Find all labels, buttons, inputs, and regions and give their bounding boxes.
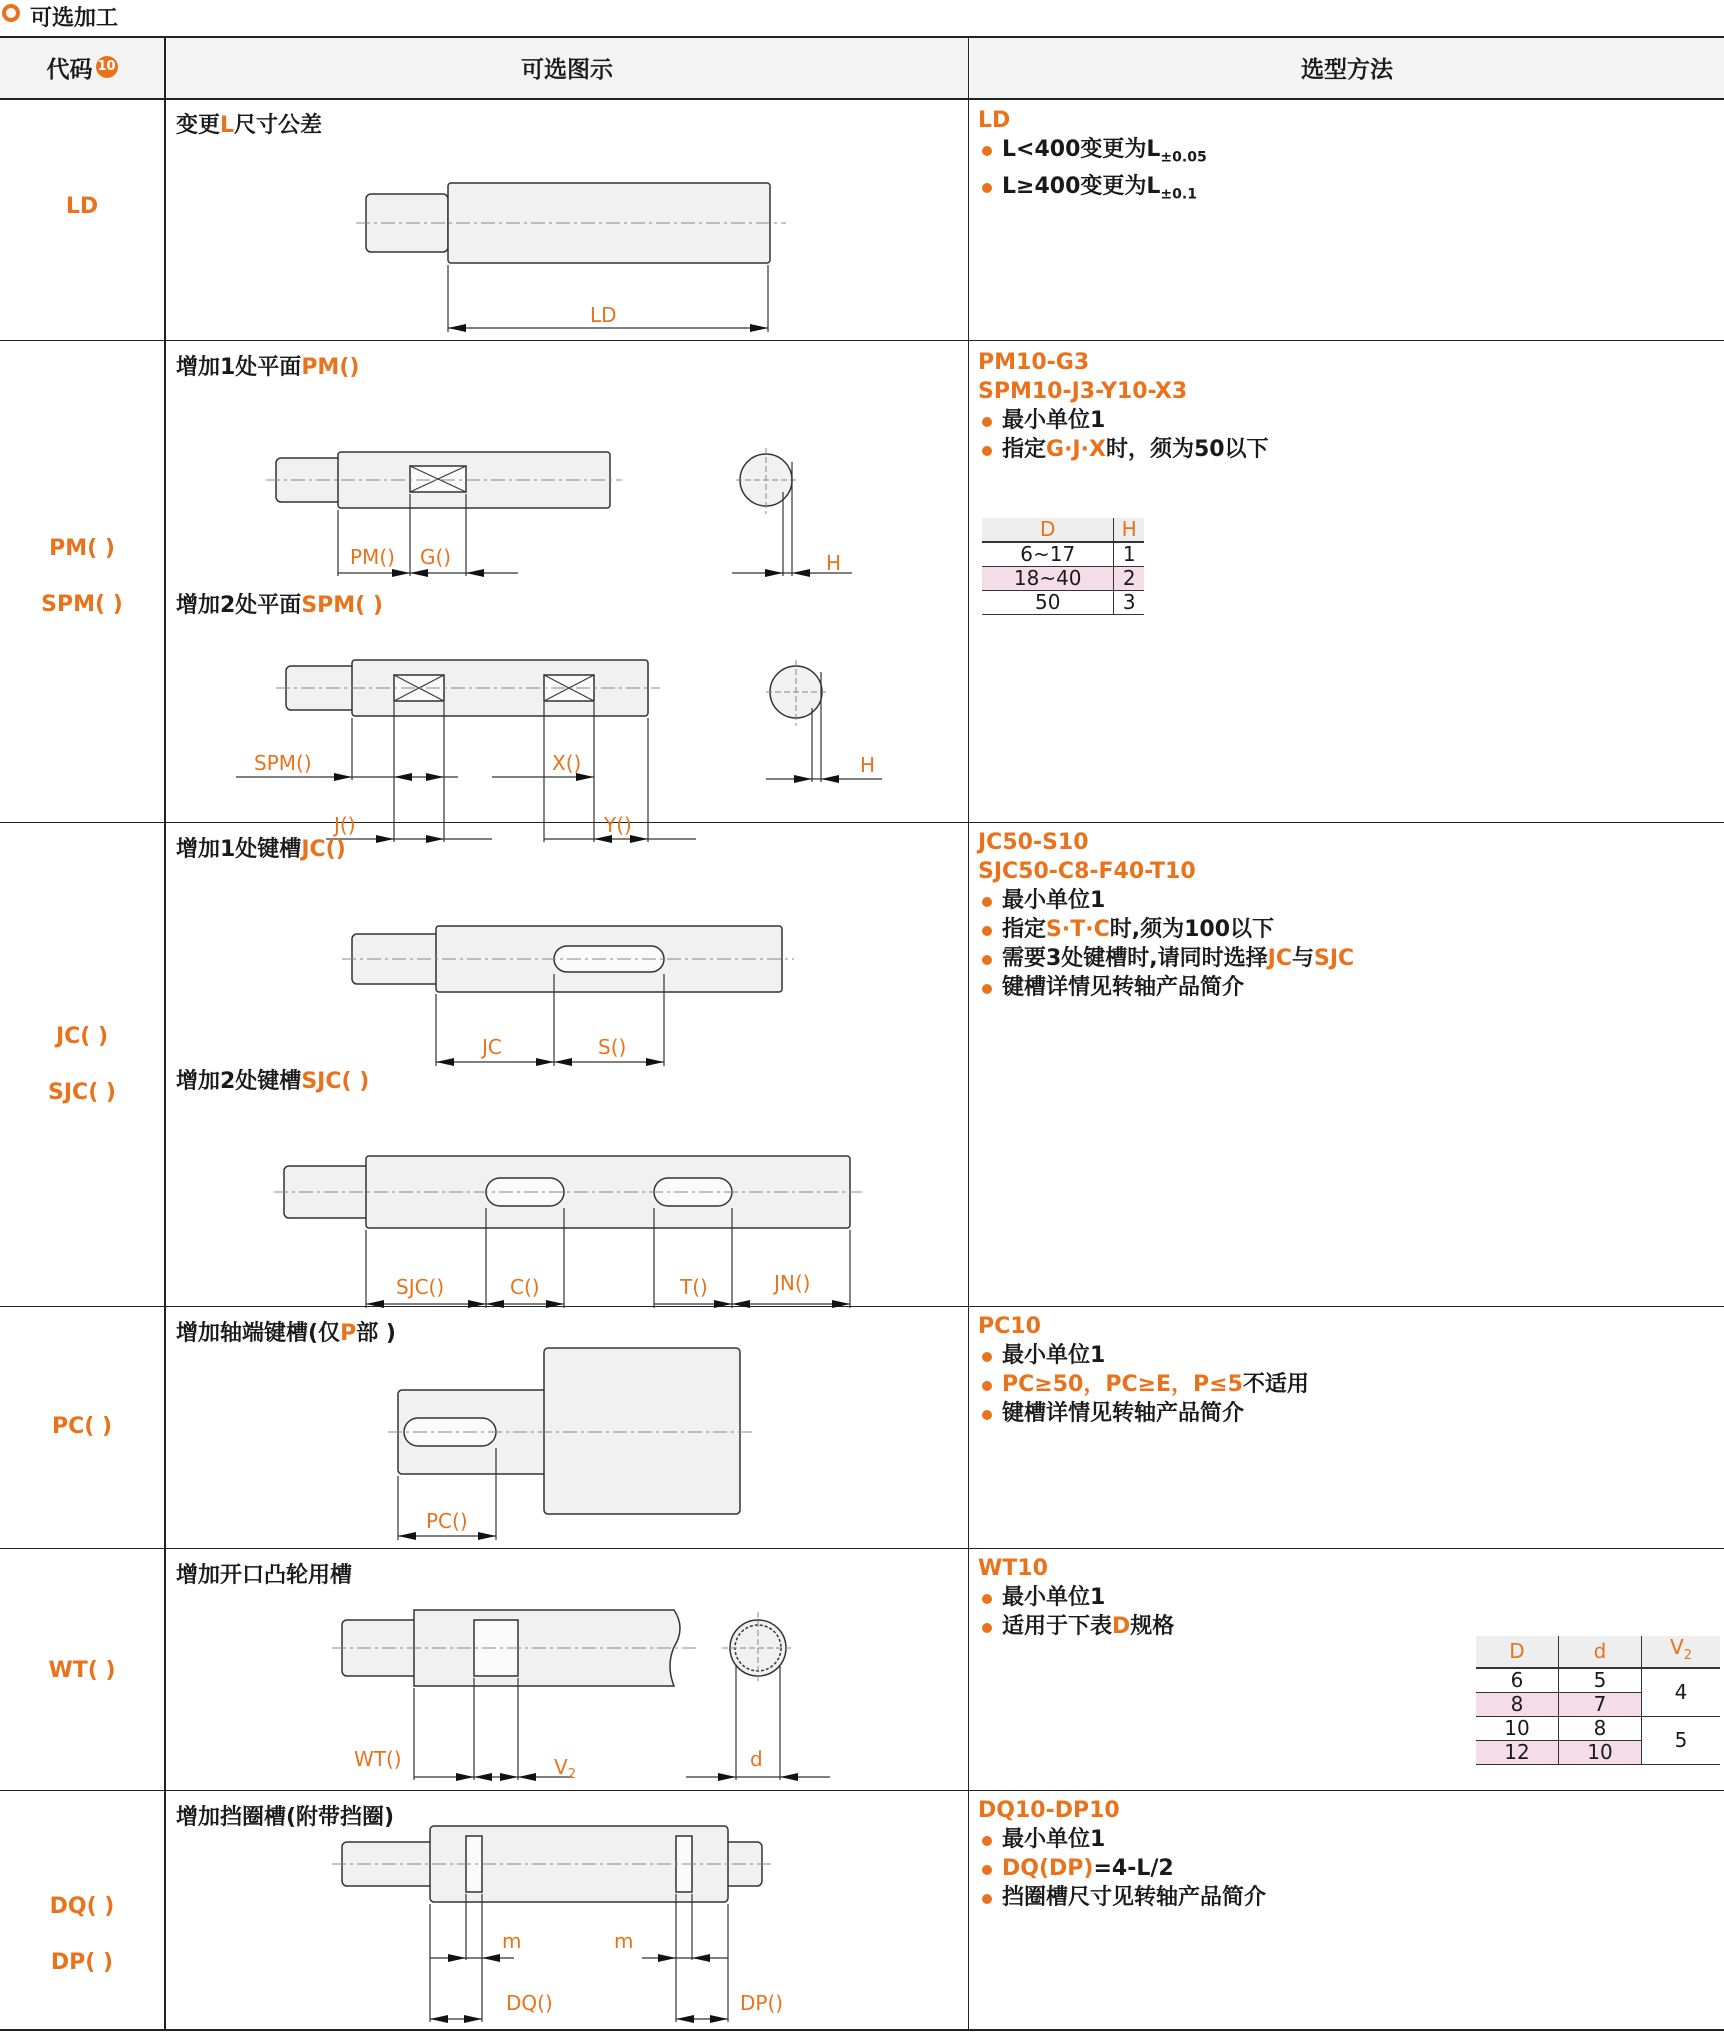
code-spm: SPM( ) bbox=[41, 592, 123, 617]
bullet-sub: ±0.1 bbox=[1160, 186, 1197, 203]
cell: 1 bbox=[1114, 542, 1144, 567]
th-d: D bbox=[982, 518, 1114, 542]
example-pm: PM10-G3 bbox=[978, 350, 1090, 375]
label-x: X() bbox=[552, 751, 582, 775]
wt-table bbox=[1476, 1636, 1720, 1765]
label-c: C() bbox=[510, 1275, 540, 1299]
example-jc: JC50-S10 bbox=[978, 830, 1089, 855]
label-v-sub: 2 bbox=[567, 1767, 576, 1782]
bullet-jc-2 bbox=[978, 915, 1354, 944]
caption-text: 增加1处平面 bbox=[176, 355, 302, 380]
bullet-pm-2 bbox=[978, 435, 1269, 464]
cell: 8 bbox=[1476, 1693, 1559, 1717]
bullet-text: 与 bbox=[1292, 946, 1315, 971]
bullet-sub: ±0.05 bbox=[1160, 149, 1207, 166]
bullet-text: 指定 bbox=[1002, 917, 1047, 942]
divider bbox=[0, 36, 1724, 38]
bullet-jc-1: 最小单位1 bbox=[978, 886, 1354, 915]
example-sjc: SJC50-C8-F40-T10 bbox=[978, 859, 1196, 884]
header-figure bbox=[166, 36, 968, 98]
bullet-highlight: JC bbox=[1267, 946, 1293, 971]
label-wt: WT() bbox=[354, 1747, 402, 1771]
bullet-text: 指定 bbox=[1002, 437, 1047, 462]
bullet-text: 需要3处键槽时,请同时选择 bbox=[1002, 946, 1268, 971]
bullet-wt-1: 最小单位1 bbox=[978, 1583, 1174, 1612]
label-s: S() bbox=[598, 1035, 627, 1059]
cell: 6~17 bbox=[982, 542, 1114, 567]
th-v-main: V bbox=[1670, 1635, 1684, 1659]
pm-h-table bbox=[982, 518, 1144, 615]
label-h: H bbox=[826, 551, 842, 575]
bullet-highlight: PC≥50，PC≥E，P≤5 bbox=[1002, 1372, 1243, 1397]
bullet-dq-2 bbox=[978, 1854, 1266, 1883]
caption-text: 尺寸公差 bbox=[234, 113, 323, 138]
bullet-wt-2 bbox=[978, 1612, 1174, 1641]
divider bbox=[968, 36, 969, 2030]
bullet-pc-1: 最小单位1 bbox=[978, 1341, 1309, 1370]
bullet-highlight: S·T·C bbox=[1046, 917, 1110, 942]
bullet-highlight: SJC bbox=[1314, 946, 1355, 971]
label-jn: JN() bbox=[774, 1271, 811, 1295]
method-pc bbox=[978, 1312, 1309, 1428]
bullet-text: L<400变更为L bbox=[1002, 137, 1161, 162]
bullet-jc-3 bbox=[978, 944, 1354, 973]
code-sjc: SJC( ) bbox=[48, 1080, 116, 1105]
code-pc: PC( ) bbox=[51, 1414, 113, 1439]
label-t: T() bbox=[680, 1275, 708, 1299]
divider bbox=[0, 340, 1724, 341]
bullet-text: =4-L/2 bbox=[1093, 1856, 1174, 1881]
label-h2: H bbox=[860, 753, 876, 777]
cell: 10 bbox=[1559, 1741, 1642, 1765]
header-code-label: 代码 bbox=[46, 56, 93, 83]
divider bbox=[0, 1306, 1724, 1307]
header-code bbox=[0, 36, 164, 98]
figure-pc bbox=[166, 1308, 966, 1548]
label-jc: JC bbox=[482, 1035, 502, 1059]
bullet-dq-3: 挡圈槽尺寸见转轴产品简介 bbox=[978, 1883, 1266, 1912]
bullet-highlight: DQ(DP) bbox=[1002, 1856, 1094, 1881]
header-figure-label: 可选图示 bbox=[521, 56, 613, 83]
label-sjc: SJC() bbox=[396, 1275, 445, 1299]
label-ld: LD bbox=[590, 303, 617, 327]
caption-text: 部 ) bbox=[356, 1321, 396, 1346]
caption-text: 增加轴端键槽(仅 bbox=[176, 1321, 341, 1346]
bullet-ld-2 bbox=[978, 172, 1207, 209]
cell: 18~40 bbox=[982, 567, 1114, 591]
th-v bbox=[1642, 1636, 1721, 1668]
bullet-highlight: G·J·X bbox=[1046, 437, 1106, 462]
label-j: J() bbox=[334, 813, 356, 837]
section-title: 可选加工 bbox=[30, 6, 119, 31]
cell: 10 bbox=[1476, 1717, 1559, 1741]
cell: 12 bbox=[1476, 1741, 1559, 1765]
divider bbox=[0, 1548, 1724, 1549]
example-dq: DQ10-DP10 bbox=[978, 1798, 1120, 1823]
caption-highlight: JC() bbox=[301, 837, 346, 862]
caption-dq: 增加挡圈槽(附带挡圈) bbox=[176, 1805, 395, 1830]
example-pc: PC10 bbox=[978, 1314, 1041, 1339]
bullet-pc-2 bbox=[978, 1370, 1309, 1399]
label-y: Y() bbox=[604, 813, 632, 837]
th-v-sub: 2 bbox=[1683, 1648, 1692, 1663]
label-m2: m bbox=[614, 1929, 634, 1953]
method-wt bbox=[978, 1554, 1174, 1641]
badge-icon: 10 bbox=[96, 56, 118, 78]
code-ld: LD bbox=[65, 194, 99, 219]
label-dq: DQ() bbox=[506, 1991, 553, 2015]
th-D: D bbox=[1476, 1636, 1559, 1668]
caption-text: 增加1处键槽 bbox=[176, 837, 302, 862]
bullet-pm-1: 最小单位1 bbox=[978, 406, 1269, 435]
bullet-text: 不适用 bbox=[1242, 1372, 1309, 1397]
th-d: d bbox=[1559, 1636, 1642, 1668]
method-jc bbox=[978, 828, 1354, 1002]
bullet-jc-4: 键槽详情见转轴产品简介 bbox=[978, 973, 1354, 1002]
cell: 6 bbox=[1476, 1668, 1559, 1693]
bullet-dq-1: 最小单位1 bbox=[978, 1825, 1266, 1854]
code-dp: DP( ) bbox=[50, 1950, 114, 1975]
label-d: d bbox=[750, 1747, 763, 1771]
options-table bbox=[0, 36, 1724, 2032]
bullet-text: 时,须为100以下 bbox=[1109, 917, 1275, 942]
code-dq: DQ( ) bbox=[49, 1894, 115, 1919]
label-v-main: V bbox=[554, 1755, 568, 1779]
cell: 5 bbox=[1642, 1717, 1721, 1765]
figure-pm bbox=[166, 342, 966, 837]
figure-dq bbox=[166, 1792, 966, 2030]
label-pm: PM() bbox=[350, 545, 395, 569]
figure-jc bbox=[166, 824, 966, 1304]
code-jc: JC( ) bbox=[55, 1024, 109, 1049]
cell: 3 bbox=[1114, 591, 1144, 615]
method-ld bbox=[978, 106, 1207, 210]
caption-highlight: SPM( ) bbox=[301, 593, 383, 618]
ring-icon bbox=[2, 4, 20, 22]
label-v bbox=[554, 1755, 576, 1782]
method-dq bbox=[978, 1796, 1266, 1912]
divider bbox=[0, 1790, 1724, 1791]
th-h: H bbox=[1114, 518, 1144, 542]
caption-text: 增加2处平面 bbox=[176, 593, 302, 618]
bullet-text: 适用于下表 bbox=[1002, 1614, 1113, 1639]
caption-highlight: L bbox=[220, 113, 235, 138]
header-method-label: 选型方法 bbox=[1301, 56, 1393, 83]
bullet-highlight: D bbox=[1112, 1614, 1131, 1639]
caption-highlight: P bbox=[340, 1321, 357, 1346]
label-dp: DP() bbox=[740, 1991, 784, 2015]
header-method bbox=[970, 36, 1724, 98]
label-spm: SPM() bbox=[254, 751, 312, 775]
bullet-ld-1 bbox=[978, 135, 1207, 172]
bullet-pc-3: 键槽详情见转轴产品简介 bbox=[978, 1399, 1309, 1428]
caption-text: 变更 bbox=[176, 113, 221, 138]
cell: 7 bbox=[1559, 1693, 1642, 1717]
bullet-text: 规格 bbox=[1130, 1614, 1175, 1639]
figure-ld bbox=[166, 100, 966, 340]
cell: 8 bbox=[1559, 1717, 1642, 1741]
example-ld: LD bbox=[978, 108, 1011, 133]
cell: 50 bbox=[982, 591, 1114, 615]
code-pm: PM( ) bbox=[49, 536, 115, 561]
caption-wt: 增加开口凸轮用槽 bbox=[176, 1563, 353, 1588]
label-g: G() bbox=[420, 545, 452, 569]
bullet-text: L≥400变更为L bbox=[1002, 174, 1161, 200]
example-wt: WT10 bbox=[978, 1556, 1048, 1581]
label-m1: m bbox=[502, 1929, 522, 1953]
caption-highlight: SJC( ) bbox=[301, 1069, 370, 1094]
label-pc: PC() bbox=[426, 1509, 468, 1533]
method-pm bbox=[978, 348, 1269, 464]
divider bbox=[0, 822, 1724, 823]
caption-text: 增加2处键槽 bbox=[176, 1069, 302, 1094]
cell: 2 bbox=[1114, 567, 1144, 591]
figure-wt bbox=[166, 1550, 966, 1790]
bullet-text: 时，须为50以下 bbox=[1105, 437, 1269, 462]
example-spm: SPM10-J3-Y10-X3 bbox=[978, 379, 1188, 404]
caption-highlight: PM() bbox=[301, 355, 360, 380]
cell: 4 bbox=[1642, 1668, 1721, 1717]
section-header bbox=[0, 0, 1724, 32]
code-wt: WT( ) bbox=[48, 1658, 116, 1683]
cell: 5 bbox=[1559, 1668, 1642, 1693]
